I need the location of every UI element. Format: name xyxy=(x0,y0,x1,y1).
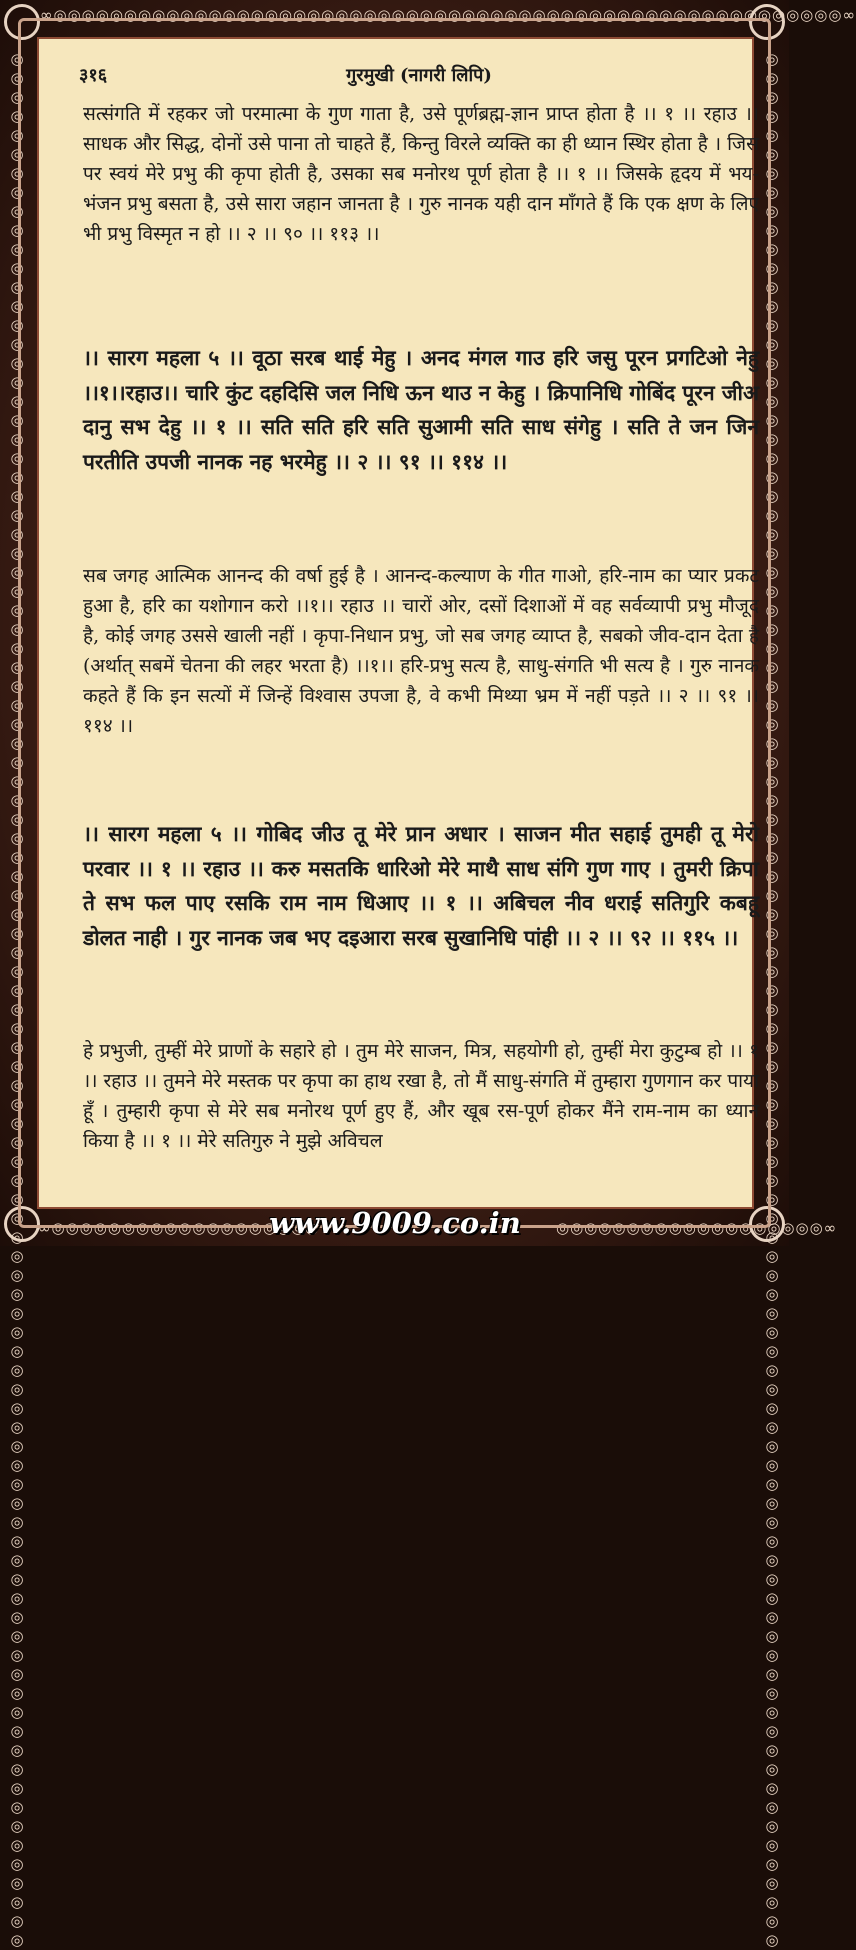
translation-paragraph-1: सत्संगति में रहकर जो परमात्मा के गुण गाता है, उसे पूर्णब्रह्म-ज्ञान प्राप्त होता है ।। १ ।। रहाउ ।। साधक और सिद्ध, दोनों उसे पाना तो चाहते हैं, किन्तु विरले व्यक्ति का ही ध्यान स्थिर होता है । जिस पर स्वयं मेरे प्रभु की कृपा होती है, उसका सब मनोरथ पूर्ण होता है ।। १ ।। जिसके हृदय में भय-भंजन प्रभु बसता है, उसे सारा जहान जानता है । गुरु नानक यही दान माँगते हैं कि एक क्षण के लिए भी प्रभु विस्मृत न हो ।। २ ।। ९० ।। ११३ ।। xyxy=(83,103,759,245)
verse-paragraph-1: ।। सारग महला ५ ।। वूठा सरब थाई मेहु । अनद मंगल गाउ हरि जसु पूरन प्रगटिओ नेहु ।।१।।रहाउ।। चारि कुंट दहदिसि जल निधि ऊन थाउ न केहु । क्रिपानिधि गोबिंद पूरन जीअ दानु सभ देहु ।। १ ।। सति सति हरि सति सुआमी सति साध संगेहु । सति ते जन जिन परतीति उपजी नानक नह भरमेहु ।। २ ।। ९१ ।। ११४ ।। xyxy=(83,345,759,474)
page-number: ३१६ xyxy=(79,65,108,86)
top-ornament: ∞◎◎◎◎◎◎◎◎◎◎◎◎◎◎◎◎◎◎◎◎◎◎◎◎◎◎◎◎◎◎◎◎◎◎◎◎◎◎◎◎◎◎◎◎◎◎◎◎◎◎◎◎◎◎◎◎∞ xyxy=(40,6,856,24)
bottom-right-ornament: ◎◎◎◎◎◎◎◎◎◎◎◎◎◎◎◎◎◎◎∞ xyxy=(556,1219,838,1237)
bottom-left-ornament: ∞◎◎◎◎◎◎◎◎◎◎◎◎◎◎◎◎◎◎◎ xyxy=(38,1219,320,1237)
right-ornament: ◎◎◎◎◎◎◎◎◎◎◎◎◎◎◎◎◎◎◎◎◎◎◎◎◎◎◎◎◎◎◎◎◎◎◎◎◎◎◎◎◎◎◎◎◎◎◎◎◎◎◎◎◎◎◎◎◎◎◎◎◎◎◎◎◎◎◎◎◎◎◎◎◎◎◎◎◎◎◎◎◎◎◎◎◎◎◎◎◎◎◎◎◎◎◎◎◎◎◎◎ xyxy=(763,50,781,1950)
page-header xyxy=(79,57,719,91)
website-link[interactable]: www.9009.co.in xyxy=(269,1206,521,1240)
left-ornament: ◎◎◎◎◎◎◎◎◎◎◎◎◎◎◎◎◎◎◎◎◎◎◎◎◎◎◎◎◎◎◎◎◎◎◎◎◎◎◎◎◎◎◎◎◎◎◎◎◎◎◎◎◎◎◎◎◎◎◎◎◎◎◎◎◎◎◎◎◎◎◎◎◎◎◎◎◎◎◎◎◎◎◎◎◎◎◎◎◎◎◎◎◎◎◎◎◎◎◎◎ xyxy=(8,50,26,1950)
running-title: गुरमुखी (नागरी लिपि) xyxy=(346,65,492,86)
translation-paragraph-3: हे प्रभुजी, तुम्हीं मेरे प्राणों के सहारे हो । तुम मेरे साजन, मित्र, सहयोगी हो, तुम्हीं मेरा कुटुम्ब हो ।। १ ।। रहाउ ।। तुमने मेरे मस्तक पर कृपा का हाथ रखा है, तो मैं साधु-संगति में तुम्हारा गुणगान कर पाया हूँ । तुम्हारी कृपा से मेरे सब मनोरथ पूर्ण हुए हैं, और खूब रस-पूर्ण होकर मैंने राम-नाम का ध्यान किया है ।। १ ।। मेरे सतिगुरु ने मुझे अविचल xyxy=(83,1040,759,1152)
verse-paragraph-2: ।। सारग महला ५ ।। गोबिद जीउ तू मेरे प्रान अधार । साजन मीत सहाई तुमही तू मेरो परवार ।। १ ।। रहाउ ।। करु मसतकि धारिओ मेरे माथै साध संगि गुण गाए । तुमरी क्रिपा ते सभ फल पाए रसकि राम नाम धिआए ।। १ ।। अबिचल नीव धराई सतिगुरि कबहू डोलत नाही । गुर नानक जब भए दइआरा सरब सुखानिधि पांही ।। २ ।। ९२ ।। ११५ ।। xyxy=(83,821,759,950)
scripture-page xyxy=(37,37,759,1209)
translation-paragraph-2: सब जगह आत्मिक आनन्द की वर्षा हुई है । आनन्द-कल्याण के गीत गाओ, हरि-नाम का प्यार प्रकट हुआ है, हरि का यशोगान करो ।।१।। रहाउ ।। चारों ओर, दसों दिशाओं में वह सर्वव्यापी प्रभु मौजूद है, कोई जगह उससे खाली नहीं । कृपा-निधान प्रभु, जो सब जगह व्याप्त है, सबको जीव-दान देता है (अर्थात् सबमें चेतना की लहर भरता है) ।।१।। हरि-प्रभु सत्य है, साधु-संगति भी सत्य है । गुरु नानक कहते हैं कि इन सत्यों में जिन्हें विश्वास उपजा है, वे कभी मिथ्या भ्रम में नहीं पड़ते ।। २ ।। ९१ ।। ११४ ।। xyxy=(83,565,759,737)
